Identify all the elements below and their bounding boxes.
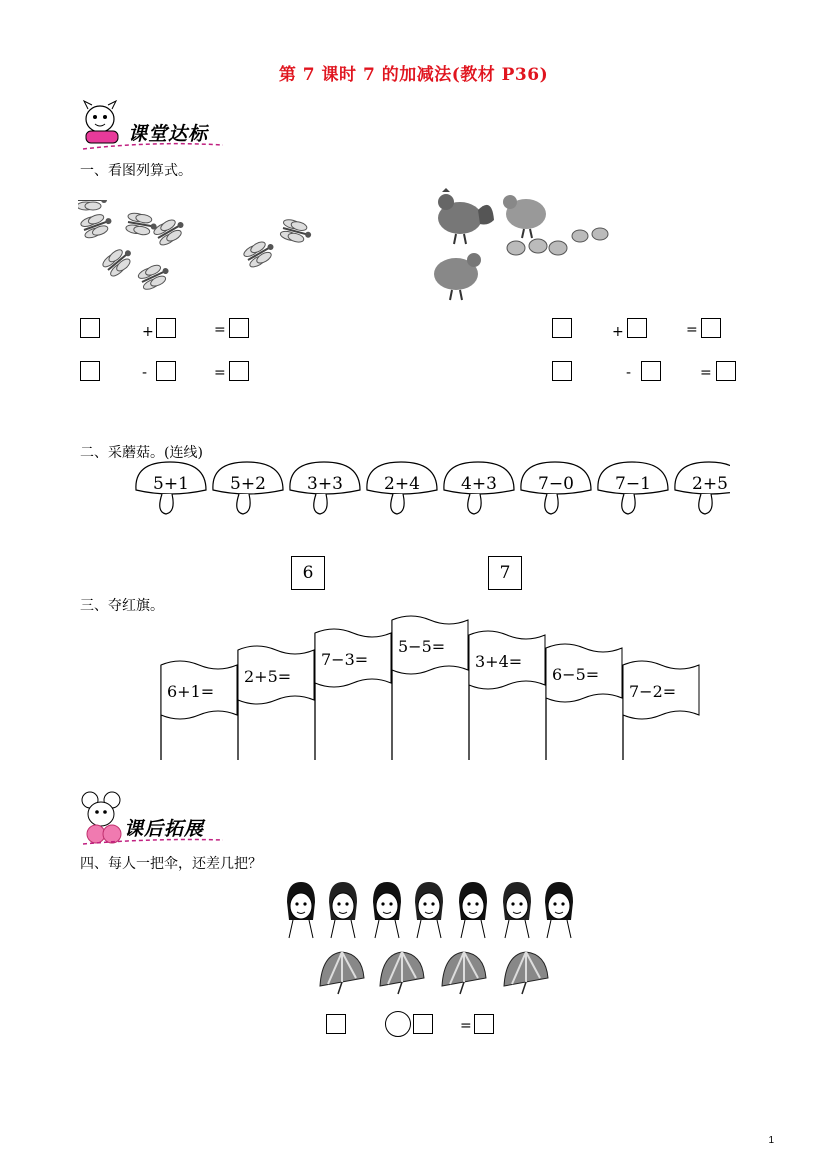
mushroom-item[interactable] (598, 462, 668, 514)
answer-box-7[interactable]: 7 (488, 556, 522, 590)
mushroom-stem (237, 494, 250, 514)
mushroom-item[interactable] (444, 462, 514, 514)
mushroom-stem (622, 494, 635, 514)
equals-sign: = (686, 322, 698, 338)
flag-label: 6+1= (167, 682, 215, 701)
mushroom-stem (468, 494, 481, 514)
section-3-heading: 三、夺红旗。 (80, 598, 164, 614)
mushroom-item[interactable] (675, 462, 730, 514)
mushroom-label: 2+4 (384, 474, 420, 494)
mushroom-stem (391, 494, 404, 514)
rooster-icon (438, 188, 494, 244)
section-1-heading: 一、看图列算式。 (80, 163, 192, 179)
chickens-illustration (428, 188, 618, 303)
flag-label: 7−3= (321, 650, 369, 669)
mushroom-stem (314, 494, 327, 514)
flag-item[interactable] (392, 616, 468, 760)
answer-box[interactable] (326, 1014, 346, 1034)
equals-sign: = (700, 365, 712, 381)
people-illustration (283, 880, 583, 942)
dragonfly-icon (78, 200, 107, 210)
flag-item[interactable] (546, 644, 622, 760)
mushroom-row (130, 458, 730, 518)
face-icon (415, 882, 443, 938)
answer-box[interactable] (80, 361, 100, 381)
face-icon (545, 882, 573, 938)
face-icon (373, 882, 401, 938)
dragonflies-illustration (78, 200, 328, 300)
page-number: 1 (768, 1135, 774, 1146)
mushroom-label: 5+2 (230, 474, 266, 494)
flag-item[interactable] (315, 629, 391, 760)
mushroom-label: 7−1 (615, 474, 651, 494)
section-4-heading: 四、每人一把伞，还差几把？ (80, 856, 262, 872)
flag-label: 5−5= (398, 637, 446, 656)
answer-box[interactable] (413, 1014, 433, 1034)
face-icon (459, 882, 487, 938)
plus-sign: + (612, 324, 624, 340)
plus-sign: + (142, 324, 154, 340)
umbrella-icon (442, 952, 486, 994)
equals-sign: = (214, 322, 226, 338)
mushroom-label: 4+3 (461, 474, 497, 494)
equals-sign: = (460, 1018, 472, 1034)
mushroom-label: 5+1 (153, 474, 189, 494)
answer-box[interactable] (552, 361, 572, 381)
hen-icon (503, 195, 546, 238)
mushroom-label: 7−0 (538, 474, 574, 494)
flag-label: 2+5= (244, 667, 292, 686)
face-icon (287, 882, 315, 938)
umbrella-icon (320, 952, 364, 994)
answer-box[interactable] (80, 318, 100, 338)
face-icon (503, 882, 531, 938)
flag-item[interactable] (469, 631, 545, 760)
flag-item[interactable] (623, 661, 699, 760)
flags-illustration (155, 615, 705, 765)
umbrella-icon (380, 952, 424, 994)
answer-box[interactable] (627, 318, 647, 338)
minus-sign: - (626, 365, 632, 381)
mushroom-stem (545, 494, 558, 514)
flag-label: 6−5= (552, 665, 600, 684)
mushroom-item[interactable] (367, 462, 437, 514)
answer-box[interactable] (552, 318, 572, 338)
page-title: 第 7 课时 7 的加减法(教材 P36) (278, 65, 549, 85)
mushroom-item[interactable] (213, 462, 283, 514)
mushroom-stem (160, 494, 173, 514)
umbrella-icon (504, 952, 548, 994)
hen-icon (434, 253, 481, 300)
chick-icon (507, 228, 608, 255)
flag-label: 7−2= (629, 682, 677, 701)
equals-sign: = (214, 365, 226, 381)
answer-box[interactable] (156, 361, 176, 381)
mushroom-item[interactable] (290, 462, 360, 514)
mushroom-item[interactable] (521, 462, 591, 514)
banner-extension (78, 788, 228, 848)
mushroom-stem (699, 494, 712, 514)
answer-box[interactable] (156, 318, 176, 338)
face-icon (329, 882, 357, 938)
answer-box[interactable] (229, 318, 249, 338)
banner-label: 课堂达标 (128, 123, 209, 145)
answer-box[interactable] (716, 361, 736, 381)
mushroom-label: 2+5 (692, 474, 728, 494)
mushroom-item[interactable] (136, 462, 206, 514)
answer-box[interactable] (474, 1014, 494, 1034)
answer-box-6[interactable]: 6 (291, 556, 325, 590)
mushroom-label: 3+3 (307, 474, 343, 494)
flag-label: 3+4= (475, 652, 523, 671)
answer-box[interactable] (641, 361, 661, 381)
answer-box[interactable] (229, 361, 249, 381)
flag-item[interactable] (238, 646, 314, 760)
section-2-heading: 二、采蘑菇。(连线) (80, 445, 203, 461)
umbrellas-illustration (318, 948, 553, 996)
answer-box[interactable] (701, 318, 721, 338)
flag-item[interactable] (161, 661, 237, 760)
banner-classroom (78, 97, 228, 157)
operator-circle[interactable] (385, 1011, 411, 1037)
minus-sign: - (142, 365, 148, 381)
banner-label: 课后拓展 (124, 818, 205, 840)
